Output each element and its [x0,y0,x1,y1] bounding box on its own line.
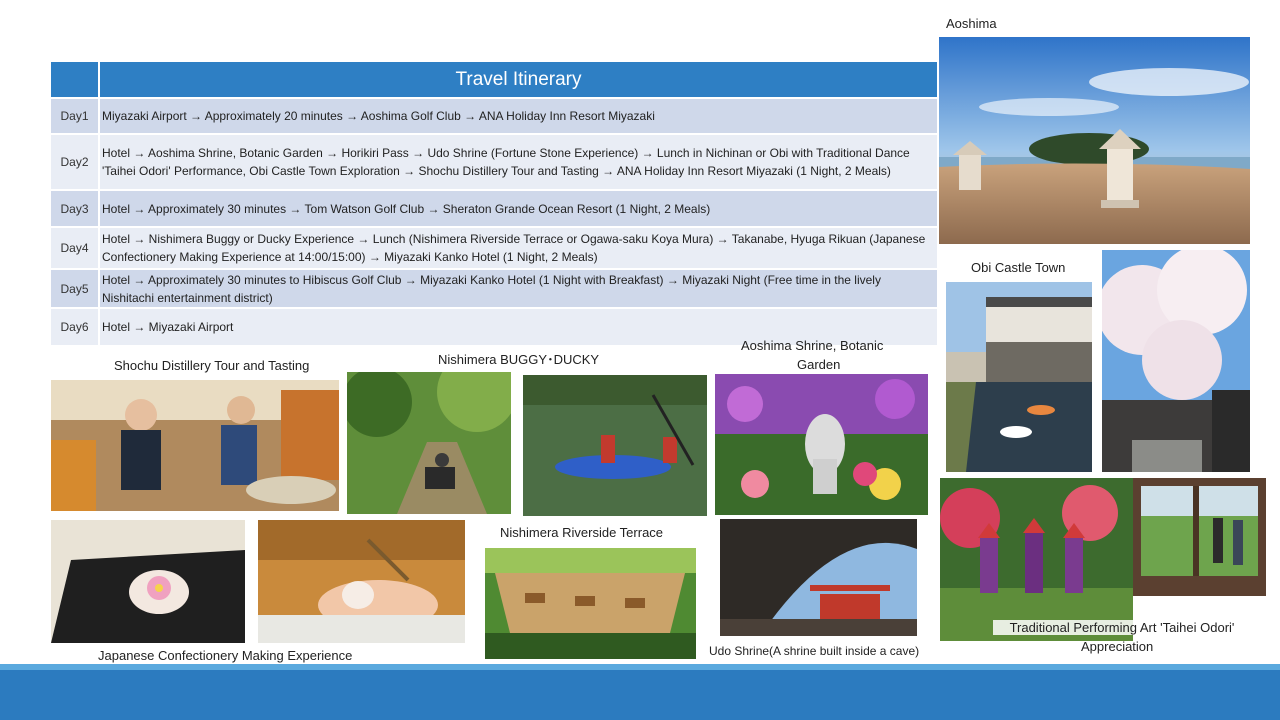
riverside-terrace-photo [485,548,696,659]
day-description: Hotel → Approximately 30 minutes to Hibiscus Golf Club → Miyazaki Kanko Hotel (1 Night with Breakfast) → Miyazaki Night (Free time in the lively Nishitachi entertainment district) [100,270,937,307]
itinerary-title: Travel Itinerary [100,62,937,97]
obi-canal-photo [946,282,1092,472]
confectionery-plate-photo [51,520,245,643]
caption-taihei-odori-line1: Traditional Performing Art 'Taihei Odori' [993,620,1251,635]
shochu-photo [51,380,339,511]
caption-taihei-odori-line2: Appreciation [1081,639,1154,654]
caption-aoshima: Aoshima [946,16,997,31]
day-description: Hotel → Miyazaki Airport [100,309,937,345]
day-description: Hotel → Nishimera Buggy or Ducky Experience → Lunch (Nishimera Riverside Terrace or Ogawa-saku Koya Mura) → Takanabe, Hyuga Rikuan (Japanese Confectionery Making Experience at 14:00/15:00) → Miyazaki Kanko Hotel (1 Night, 2 Meals) [100,228,937,268]
ducky-photo [523,375,707,516]
day-description: Hotel → Approximately 30 minutes → Tom Watson Golf Club → Sheraton Grande Ocean Resort (1 Night, 2 Meals) [100,191,937,226]
day-label: Day6 [51,309,98,345]
caption-buggy-ducky: Nishimera BUGGY･DUCKY [438,352,600,367]
obi-cherry-photo [1102,250,1250,472]
buggy-photo [347,372,511,514]
footer-bar [0,670,1280,720]
caption-obi-castle-town: Obi Castle Town [971,260,1066,275]
itinerary-row-day1 [51,99,937,133]
day-label: Day1 [51,99,98,133]
header-corner-cell [51,62,98,97]
confectionery-hands-photo [258,520,465,643]
itinerary-header [51,62,937,97]
caption-shrine-line1: Aoshima Shrine, Botanic [741,338,884,353]
caption-riverside-terrace: Nishimera Riverside Terrace [500,525,664,540]
day-label: Day4 [51,228,98,268]
day-label: Day3 [51,191,98,226]
day-description: Miyazaki Airport → Approximately 20 minutes → Aoshima Golf Club → ANA Holiday Inn Resort Miyazaki [100,99,937,133]
itinerary-row-day4 [51,228,937,268]
botanic-garden-photo [715,374,928,515]
day-description: Hotel → Aoshima Shrine, Botanic Garden → Horikiri Pass → Udo Shrine (Fortune Stone Experience) → Lunch in Nichinan or Obi with Traditional Dance 'Taihei Odori' Performance, Obi Castle Town Exploration → Shochu Distillery Tour and Tasting → ANA Holiday Inn Resort Miyazaki (1 Night, 2 Meals) [100,135,937,189]
caption-shochu: Shochu Distillery Tour and Tasting [114,358,310,373]
aoshima-photo [939,37,1250,244]
caption-confectionery: Japanese Confectionery Making Experience [98,648,353,663]
taihei-odori-photo [940,478,1133,641]
itinerary-row-day5 [51,270,937,307]
udo-shrine-photo [720,519,917,636]
caption-udo-shrine: Udo Shrine(A shrine built inside a cave) [709,644,920,658]
day-label: Day5 [51,270,98,307]
itinerary-row-day3 [51,191,937,226]
day-label: Day2 [51,135,98,189]
itinerary-row-day2 [51,135,937,189]
caption-shrine-line2: Garden [797,357,841,372]
garden-viewing-photo [1133,478,1266,596]
itinerary-table [51,62,937,345]
